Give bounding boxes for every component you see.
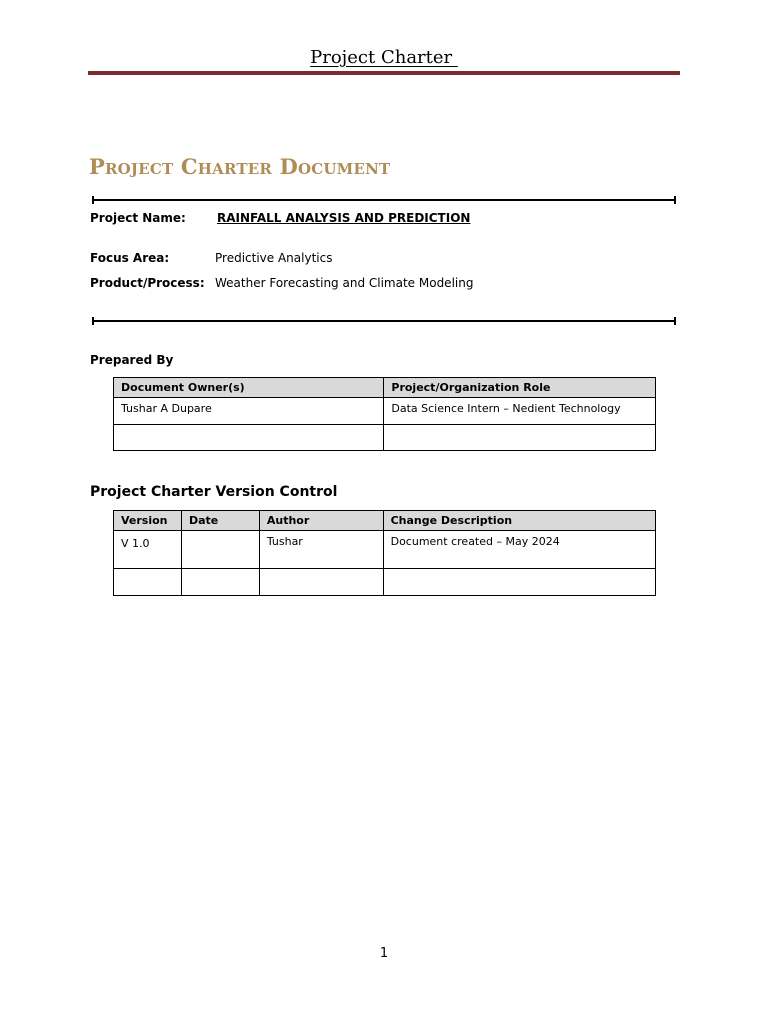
product-process-label: Product/Process: bbox=[90, 276, 205, 290]
version-control-heading: Project Charter Version Control bbox=[90, 484, 338, 500]
table-row bbox=[114, 425, 656, 451]
column-header: Change Description bbox=[383, 511, 655, 531]
table-cell bbox=[114, 569, 182, 596]
table-header-row bbox=[114, 378, 656, 398]
column-header: Date bbox=[181, 511, 259, 531]
table-header-row bbox=[114, 511, 656, 531]
header-rule bbox=[88, 71, 680, 75]
table-cell bbox=[384, 425, 656, 451]
table-cell bbox=[181, 569, 259, 596]
version-control-table bbox=[113, 510, 656, 596]
prepared-by-label: Prepared By bbox=[90, 353, 174, 367]
table-cell bbox=[114, 425, 384, 451]
table-cell: Tushar bbox=[259, 531, 383, 569]
page-number: 1 bbox=[379, 946, 389, 961]
column-header: Project/Organization Role bbox=[384, 378, 656, 398]
product-process-value: Weather Forecasting and Climate Modeling bbox=[215, 276, 474, 290]
table-cell: Data Science Intern – Nedient Technology bbox=[384, 398, 656, 425]
project-name-value: RAINFALL ANALYSIS AND PREDICTION bbox=[217, 211, 471, 225]
prepared-by-table bbox=[113, 377, 656, 451]
table-row bbox=[114, 398, 656, 425]
table-row bbox=[114, 531, 656, 569]
table-cell: Document created – May 2024 bbox=[383, 531, 655, 569]
section-divider-bottom bbox=[92, 320, 676, 322]
column-header: Version bbox=[114, 511, 182, 531]
table-cell bbox=[383, 569, 655, 596]
table-cell: Tushar A Dupare bbox=[114, 398, 384, 425]
document-title: Project Charter Document bbox=[89, 154, 391, 179]
project-name-label: Project Name: bbox=[90, 211, 186, 225]
table-row bbox=[114, 569, 656, 596]
focus-area-value: Predictive Analytics bbox=[215, 251, 333, 265]
section-divider-top bbox=[92, 199, 676, 201]
table-cell: V 1.0 bbox=[114, 531, 182, 569]
table-cell bbox=[181, 531, 259, 569]
column-header: Author bbox=[259, 511, 383, 531]
table-cell bbox=[259, 569, 383, 596]
page-header-title: Project Charter bbox=[310, 47, 458, 68]
focus-area-label: Focus Area: bbox=[90, 251, 170, 265]
column-header: Document Owner(s) bbox=[114, 378, 384, 398]
